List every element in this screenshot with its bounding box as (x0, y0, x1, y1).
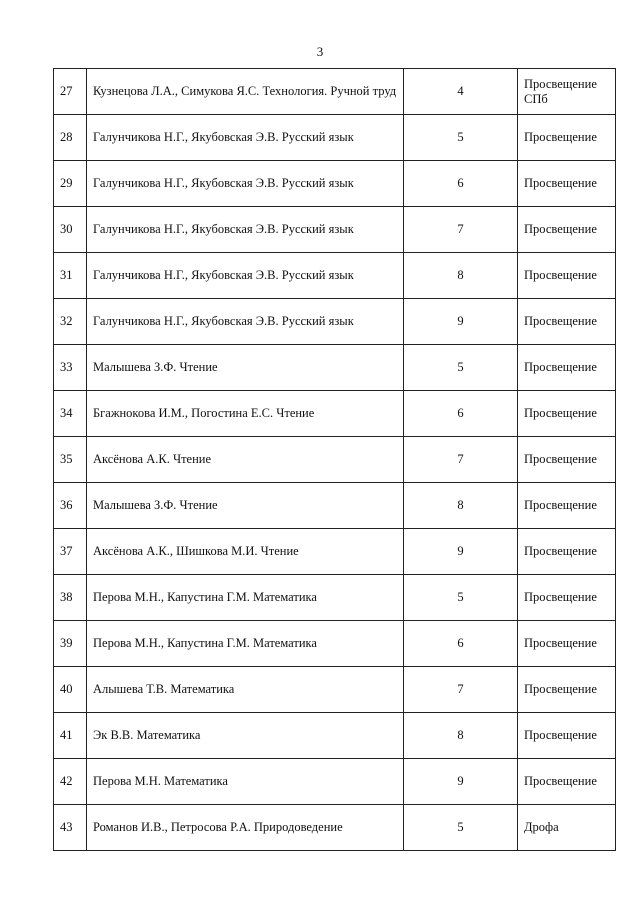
table-row (54, 713, 616, 759)
row-number: 34 (54, 391, 87, 437)
row-number: 39 (54, 621, 87, 667)
publisher-cell: Просвещение (518, 207, 616, 253)
table-row (54, 69, 616, 115)
author-title-cell: Галунчикова Н.Г., Якубовская Э.В. Русский язык (87, 161, 404, 207)
publisher-cell: Просвещение СПб (518, 69, 616, 115)
textbook-table (53, 68, 616, 851)
table-row (54, 621, 616, 667)
grade-cell: 7 (404, 437, 518, 483)
row-number: 35 (54, 437, 87, 483)
author-title-cell: Перова М.Н., Капустина Г.М. Математика (87, 621, 404, 667)
table-row (54, 575, 616, 621)
grade-cell: 5 (404, 805, 518, 851)
publisher-cell: Просвещение (518, 529, 616, 575)
table-row (54, 805, 616, 851)
grade-cell: 8 (404, 483, 518, 529)
author-title-cell: Романов И.В., Петросова Р.А. Природоведение (87, 805, 404, 851)
table-row (54, 207, 616, 253)
table-row (54, 483, 616, 529)
grade-cell: 8 (404, 713, 518, 759)
grade-cell: 5 (404, 575, 518, 621)
grade-cell: 7 (404, 667, 518, 713)
publisher-cell: Просвещение (518, 299, 616, 345)
grade-cell: 4 (404, 69, 518, 115)
row-number: 29 (54, 161, 87, 207)
table-row (54, 667, 616, 713)
table-row (54, 391, 616, 437)
publisher-cell: Просвещение (518, 713, 616, 759)
author-title-cell: Аксёнова А.К. Чтение (87, 437, 404, 483)
publisher-cell: Просвещение (518, 621, 616, 667)
publisher-cell: Дрофа (518, 805, 616, 851)
publisher-cell: Просвещение (518, 575, 616, 621)
row-number: 43 (54, 805, 87, 851)
author-title-cell: Кузнецова Л.А., Симукова Я.С. Технология. Ручной труд (87, 69, 404, 115)
publisher-cell: Просвещение (518, 759, 616, 805)
grade-cell: 6 (404, 621, 518, 667)
grade-cell: 5 (404, 115, 518, 161)
grade-cell: 6 (404, 161, 518, 207)
table-row (54, 529, 616, 575)
author-title-cell: Эк В.В. Математика (87, 713, 404, 759)
table-row (54, 345, 616, 391)
author-title-cell: Галунчикова Н.Г., Якубовская Э.В. Русский язык (87, 299, 404, 345)
publisher-cell: Просвещение (518, 345, 616, 391)
author-title-cell: Галунчикова Н.Г., Якубовская Э.В. Русский язык (87, 253, 404, 299)
row-number: 38 (54, 575, 87, 621)
row-number: 36 (54, 483, 87, 529)
publisher-cell: Просвещение (518, 667, 616, 713)
row-number: 40 (54, 667, 87, 713)
author-title-cell: Аксёнова А.К., Шишкова М.И. Чтение (87, 529, 404, 575)
publisher-cell: Просвещение (518, 437, 616, 483)
row-number: 32 (54, 299, 87, 345)
author-title-cell: Перова М.Н. Математика (87, 759, 404, 805)
grade-cell: 9 (404, 299, 518, 345)
grade-cell: 9 (404, 759, 518, 805)
author-title-cell: Галунчикова Н.Г., Якубовская Э.В. Русский язык (87, 115, 404, 161)
table-row (54, 437, 616, 483)
row-number: 41 (54, 713, 87, 759)
row-number: 27 (54, 69, 87, 115)
table-row (54, 115, 616, 161)
row-number: 30 (54, 207, 87, 253)
table-row (54, 299, 616, 345)
table-row (54, 253, 616, 299)
grade-cell: 8 (404, 253, 518, 299)
table-row (54, 759, 616, 805)
row-number: 42 (54, 759, 87, 805)
table-body (54, 69, 616, 851)
row-number: 28 (54, 115, 87, 161)
author-title-cell: Малышева З.Ф. Чтение (87, 345, 404, 391)
publisher-cell: Просвещение (518, 483, 616, 529)
row-number: 33 (54, 345, 87, 391)
author-title-cell: Бгажнокова И.М., Погостина Е.С. Чтение (87, 391, 404, 437)
publisher-cell: Просвещение (518, 115, 616, 161)
page-number: 3 (316, 44, 324, 59)
publisher-cell: Просвещение (518, 253, 616, 299)
author-title-cell: Алышева Т.В. Математика (87, 667, 404, 713)
grade-cell: 9 (404, 529, 518, 575)
publisher-cell: Просвещение (518, 161, 616, 207)
row-number: 31 (54, 253, 87, 299)
grade-cell: 6 (404, 391, 518, 437)
grade-cell: 5 (404, 345, 518, 391)
author-title-cell: Перова М.Н., Капустина Г.М. Математика (87, 575, 404, 621)
author-title-cell: Галунчикова Н.Г., Якубовская Э.В. Русский язык (87, 207, 404, 253)
publisher-cell: Просвещение (518, 391, 616, 437)
grade-cell: 7 (404, 207, 518, 253)
author-title-cell: Малышева З.Ф. Чтение (87, 483, 404, 529)
table-row (54, 161, 616, 207)
row-number: 37 (54, 529, 87, 575)
